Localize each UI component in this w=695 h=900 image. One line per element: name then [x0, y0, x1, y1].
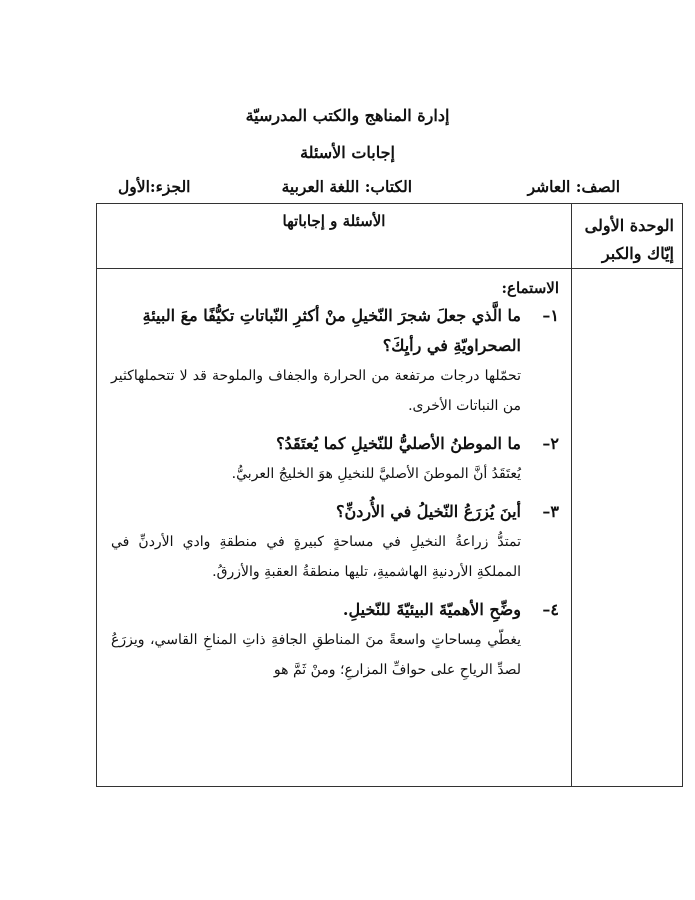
- questions-table: [96, 203, 683, 787]
- question-item: [111, 595, 559, 625]
- unit-line-2: إيّاك والكبر: [601, 244, 674, 263]
- answer-text: يغطّي مِساحاتٍ واسعةً منَ المناطقِ الجافةِ ذاتِ المناخِ القاسي، ويزرَعُ لصدِّ الرياحِ على حوافِّ المزارعِ؛ ومنْ ثَمَّ هو: [111, 632, 521, 678]
- section-title: الاستماع:: [501, 279, 559, 297]
- question-text: أينَ يُزرَعُ النّخيلُ في الأُردنِّ؟: [336, 502, 521, 521]
- unit-title: [572, 204, 682, 268]
- table-content-row: [97, 269, 683, 787]
- content-area: [97, 269, 571, 786]
- question-number: ٤–: [542, 600, 559, 619]
- column-header-cell: [97, 204, 572, 269]
- answer-text: يُعتَقَدُ أنَّ الموطنَ الأصليَّ للنخيلِ هوَ الخليجُ العربيُّ.: [231, 466, 521, 482]
- question-item: [111, 301, 559, 361]
- question-item: [111, 497, 559, 527]
- question-number: ١–: [542, 306, 559, 325]
- unit-line-1: الوحدة الأولى: [584, 216, 674, 235]
- table-header-row: [97, 204, 683, 269]
- document-subtitle: إجابات الأسئلة: [300, 143, 395, 162]
- unit-cell: [572, 204, 683, 269]
- question-item: [111, 429, 559, 459]
- question-text: ما الَّذي جعلَ شجرَ النّخيلِ منْ أكثرِ النّباتاتِ تكيُّفًا معَ البيئةِ الصحراويّةِ في رأيِكَ؟: [142, 306, 521, 355]
- document-title: إدارة المناهج والكتب المدرسيّة: [245, 106, 450, 125]
- empty-unit-cell: [572, 269, 683, 787]
- grade-label: الصف: العاشر: [527, 177, 620, 196]
- question-number: ٢–: [542, 434, 559, 453]
- column-header: الأسئلة و إجاباتها: [282, 212, 386, 230]
- question-number: ٣–: [542, 502, 559, 521]
- part-label: الجزء:الأول: [118, 177, 191, 196]
- question-text: وضِّحِ الأهميّةَ البيئيّةَ للنّخيلِ.: [342, 600, 521, 619]
- question-text: ما الموطنُ الأصليُّ للنّخيلِ كما يُعتَقَدُ؟: [276, 434, 521, 453]
- answer-text: تحمّلها درجات مرتفعة من الحرارة والجفاف والملوحة قد لا تتحملهاكثير من النباتات الأخرى.: [111, 368, 521, 414]
- book-label: الكتاب: اللغة العربية: [281, 177, 412, 196]
- answer-text: تمتدُّ زراعةُ النخيلِ في مساحةٍ كبيرةٍ في منطقةِ وادي الأردنِّ في المملكةِ الأردنيةِ الهاشميةِ، تليها منطقةُ العقبةِ والأزرقُ.: [111, 534, 521, 580]
- content-cell: [97, 269, 572, 787]
